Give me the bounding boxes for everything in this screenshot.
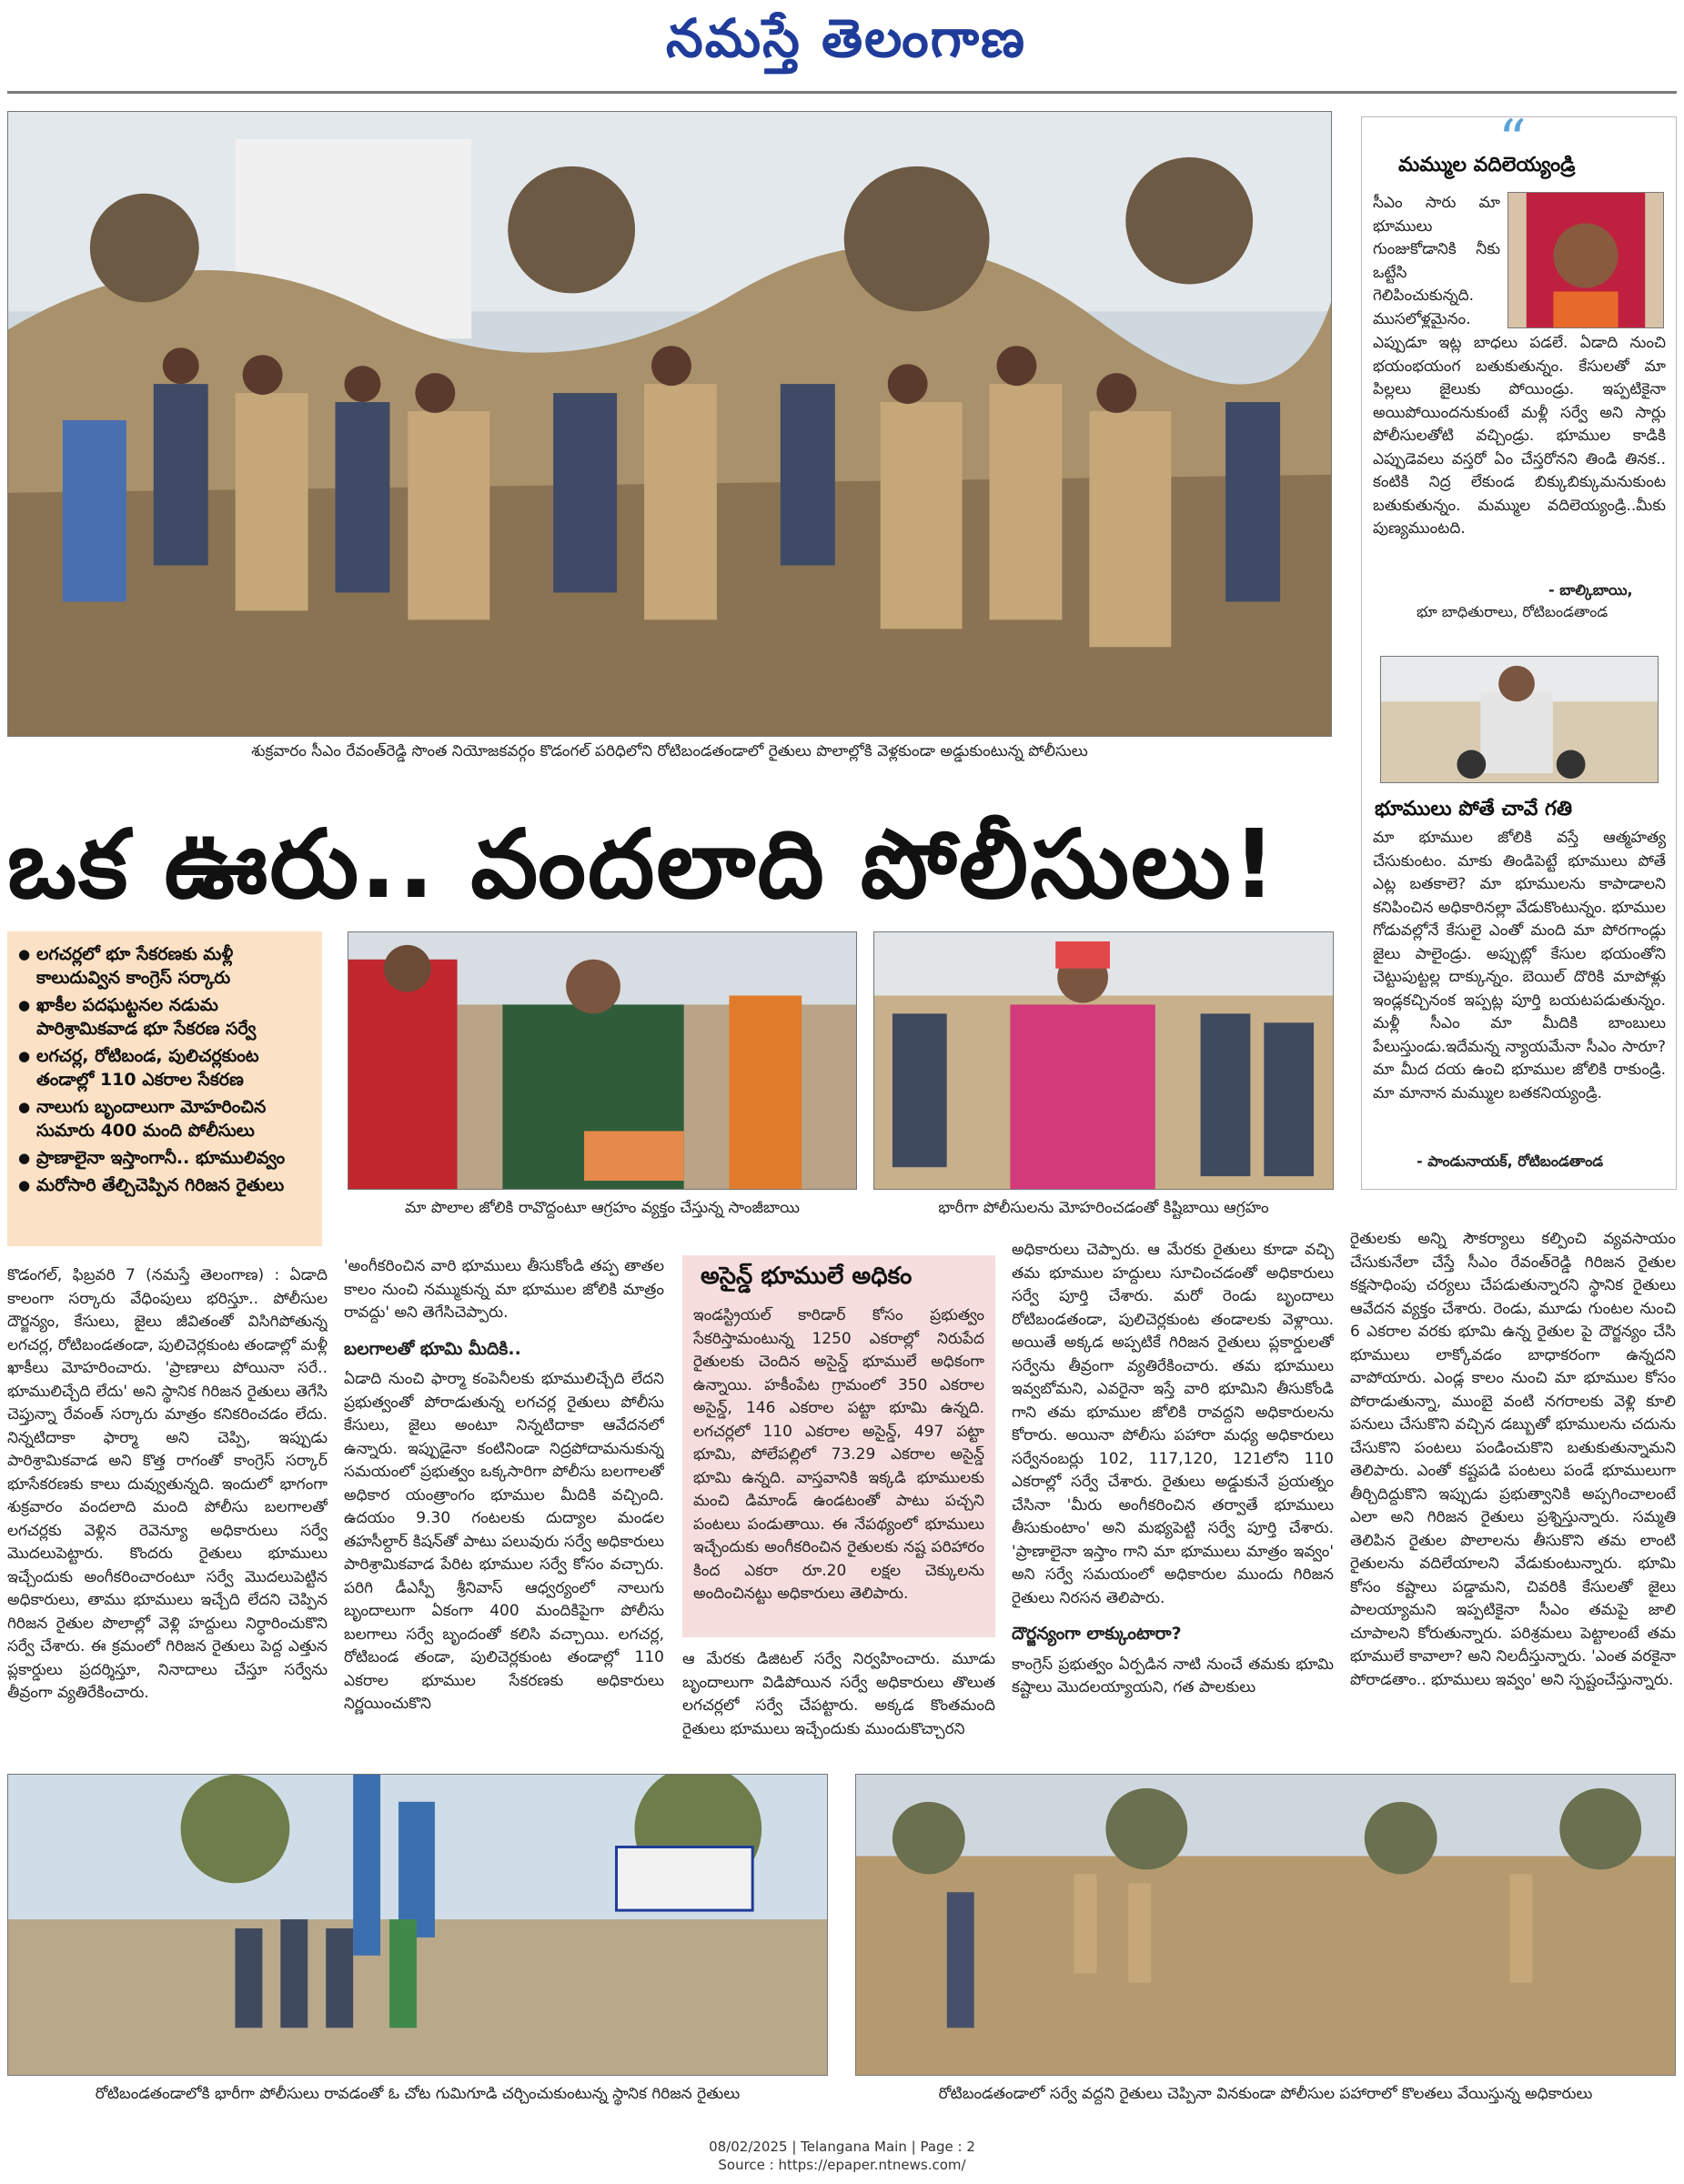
photo-kishtibai-caption: భారీగా పోలీసులను మోహరించడంతో కిష్టిబాయి ఆగ్రహం — [938, 1199, 1269, 1217]
quote2-text: మా భూముల జోలికి వస్తే ఆత్మహత్య చేసుకుంటం. మాకు తిండిపెట్టే భూములు పోతే ఎట్ల బతకాలె? మా భూములను కాపాడాలని కనిపించిన అధికారినల్లా వేడుకొంటున్నం. భూముల గోడువల్లోనే కేసులై ఎంతో మంది మా పోరగాండ్లు జైలు పాలైండ్రు. అప్పుట్లో కేసుల భయంతోని చెట్టుపుట్టల్ల దాక్కున్నం. బెయిల్‌ దొరికి మాపోళ్లు ఇండ్లకచ్చినంక ఇప్పట్ల పూర్తి బయటపడుతున్నం. మళ్లీ సీఎం మా మీదికి బాంబులు పేలుస్తుండు.ఇదేమన్న న్యాయమేనా సీఎం సారూ? మా మీద దయ ఉంచి భూముల జోలికి రాకుండ్రి. మా మానాన మమ్ముల బతకనియ్యండ్రి. — [1373, 829, 1666, 1102]
assigned-lands-box — [682, 1255, 995, 1637]
article-column-4 — [1012, 1239, 1334, 1757]
photo-pandu-nayak — [1380, 656, 1659, 783]
quote1-text-top: సీఎం సారు మా భూములు గుంజుకోడానికి నీకు ఒట్టేసి గెలిపించుకున్నది. ముసలోళ్లమైనం. — [1373, 194, 1500, 328]
highlight-item: ● నాలుగు బృందాలుగా మోహరించిన సుమారు 400 మంది పోలీసులు — [16, 1095, 313, 1142]
quote1-designation: భూ బాధితురాలు, రోటిబండతాండ — [1417, 603, 1608, 620]
article-paragraph: కొడంగల్‌, ఫిబ్రవరి 7 (నమస్తే తెలంగాణ) : ఏడాది కాలంగా సర్కారు వేధింపులు భరిస్తూ.. పోలీసుల దౌర్జన్యం, కేసులు, జైలు జీవితంతో విసిగిపోతున్న లగచర్ల, రోటిబండతండా, పులిచెర్లకుంట తండాల్లో మళ్లీ ఖాకీలు మోహరించారు. 'ప్రాణాలు పోయినా సరే.. భూములిచ్చేది లేదు' అని స్థానిక గిరిజన రైతులు తెగేసి చెప్తున్నా రేవంత్‌ సర్కారు మాత్రం కనికరించడం లేదు. నిన్నటిదాకా ఫార్మా అని చెప్పి, ఇప్పుడు పారిశ్రామికవాడ అని కొత్త రాగంతో కాంగ్రెస్‌ సర్కార్‌ భూసేకరణకు కాలు దువ్వుతున్నది. ఇందులో భాగంగా శుక్రవారం వందలాది మంది పోలీసు బలగాలతో లగచర్లకు వెళ్లిన రెవెన్యూ అధికారులు సర్వే మొదలుపెట్టారు. కొందరు రైతులు భూములు ఇచ్చేందుకు అంగీకరించారంటూ సర్వే మొదలుపెట్టిన అధికారులు, తాము భూములు ఇచ్చేది లేదని చెప్పిన గిరిజన రైతుల పొలాల్లో వెళ్లి హద్దులు నిర్ధారించుకొని సర్వే చేశారు. ఈ క్రమంలో గిరిజన రైతులు పెద్ద ఎత్తున ప్లకార్డులు ప్రదర్శిస్తూ, నినాదాలు చేస్తూ సర్వేను తీవ్రంగా వ్యతిరేకించారు. — [7, 1266, 328, 1702]
photo-sanjibai-caption: మా పొలాల జోలికి రావొద్దంటూ ఆగ్రహం వ్యక్తం చేస్తున్న సాంజీబాయి — [404, 1199, 801, 1217]
article-column-5 — [1350, 1228, 1676, 1756]
quote2-title: భూములు పోతే చావే గతి — [1375, 798, 1573, 820]
box-title: అసైన్డ్‌ భూములే అధికం — [701, 1263, 913, 1290]
article-subhead: దౌర్జన్యంగా లాక్కుంటారా? — [1012, 1624, 1182, 1644]
top-photo-police-blocking-farmers — [7, 111, 1332, 737]
footer-source: Source : https://epaper.ntnews.com/ — [718, 2157, 966, 2173]
article-paragraph: ఏడాది నుంచి ఫార్మా కంపెనీలకు భూములిచ్చేది లేదని ప్రభుత్వంతో పోరాడుతున్న లగచర్ల రైతులు పోలీసు కేసులు, జైలు అంటూ నిన్నటిదాకా ఆవేదనలో ఉన్నారు. ఇప్పుడైనా కంటినిండా నిద్రపోదామనుకున్న సమయంలో ప్రభుత్వం ఒక్కసారిగా పోలీసు బలగాలతో అధికార యంత్రాంగం భూముల మీదికి వచ్చింది. ఉదయం 9.30 గంటలకు దుద్యాల మండల తహసీల్దార్‌ కిషన్‌తో పాటు పలువురు సర్వే అధికారులు పారిశ్రామికవాడ పేరిట భూముల సర్వే కోసం వచ్చారు. పరిగి డీఎస్పీ శ్రీనివాస్‌ ఆధ్వర్యంలో నాలుగు బృందాలుగా ఏకంగా 400 మందికిపైగా పోలీసు బలగాలు సర్వే బృందంతో కలిసి వచ్చాయి. లగచర్ల, రోటిబండ తండా, పులిచెర్లకుంట తండాల్లో 110 ఎకరాల భూముల సేకరణకు అధికారులు నిర్ణయించుకొని — [344, 1370, 664, 1713]
quote-mark-icon: “ — [1498, 108, 1527, 172]
bottom-right-photo-survey-under-police — [855, 1774, 1676, 2076]
article-column-3 — [682, 1648, 995, 1757]
quotes-panel — [1361, 108, 1677, 1190]
article-paragraph: కాంగ్రెస్‌ ప్రభుత్వం ఏర్పడిన నాటి నుంచే తమకు భూమి కష్టాలు మొదలయ్యాయని, గత పాలకులు — [1012, 1655, 1334, 1696]
article-paragraph: 'అంగీకరించిన వారి భూములు తీసుకోండి తప్ప తాతల కాలం నుంచి నమ్ముకున్న మా భూముల జోలికి మాత్రం రావద్దు' అని తెగేసిచెప్పారు. — [344, 1257, 664, 1322]
footer-date-edition: 08/02/2025 | Telangana Main | Page : 2 — [709, 2139, 975, 2155]
photo-sanjibai-protest — [348, 931, 857, 1190]
bottom-left-caption: రోటిబండతండాలోకి భారీగా పోలీసులు రావడంతో ఓ చోట గుమిగూడి చర్చించుకుంటున్న స్థానిక గిరిజన రైతులు — [95, 2085, 741, 2103]
highlight-item: ● లగచర్ల, రోటిబండ, పులిచర్లకుంట తండాల్లో 110 ఎకరాల సేకరణ — [16, 1044, 313, 1092]
quote1-signature: - బాల్కిబాయి, — [1548, 581, 1633, 599]
highlights-box — [7, 931, 322, 1246]
highlight-item: ● ఖాకీల పదఘట్టనల నడుమ పారిశ్రామికవాడ భూ సేకరణ సర్వే — [16, 993, 313, 1041]
article-column-1 — [7, 1264, 328, 1756]
bottom-right-caption: రోటిబండతండాలో సర్వే వద్దని రైతులు చెప్పినా వినకుండా పోలీసుల పహారాలో కొలతలు వేయిస్తున్న అధికారులు — [938, 2085, 1593, 2103]
bottom-left-photo-farmers-gathering — [7, 1774, 828, 2076]
article-paragraph: రైతులకు అన్ని సౌకర్యాలు కల్పించి వ్యవసాయం చేసుకునేలా చేస్తే సీఎం రేవంత్‌రెడ్డి గిరిజన రైతుల కక్షసాధింపు చర్యలు చేపడుతున్నారని స్థానిక రైతులు ఆవేదన వ్యక్తం చేశారు. రెండు, మూడు గుంటల నుంచి 6 ఎకరాల వరకు భూమి ఉన్న రైతుల పై దౌర్జన్యం చేసి భూములు లాక్కోవడం బాధాకరంగా ఉన్నదని వాపోయారు. ఎండ్ల కాలం నుంచి మా భూముల కోసం పోరాడుతున్నా, ముంబై వంటి నగరాలకు వెళ్లి కూలి పనులు చేసుకొని వచ్చిన డబ్బుతో భూములను చదును చేసుకొని పంటలు పండించుకొని బతుకుతున్నామని తెలిపారు. ఎంతో కష్టపడి పంటలు పండే భూములుగా తీర్చిదిద్దుకొని ఇప్పుడు ప్రభుత్వానికి అప్పగించాలంటే ఎలా అని గిరిజన రైతులు ప్రశ్నిస్తున్నారు. సమ్మతి తెలిపిన రైతుల పొలాలను తీసుకొని తమ లాంటి రైతులను వదిలేయాలని వేడుకుంటున్నారు. భూమి కోసం కష్టాలు పడ్డామని, చివరికి కేసులతో జైలు పాలయ్యామని ఇప్పటికైనా సీఎం తమపై జాలి చూపాలని కోరుతున్నారు. పరిశ్రమలు పెట్టాలంటే తమ భూములే కావాలా? అని నిలదీస్తున్నారు. 'ఎంత వరకైనా పోరాడతాం.. భూములు ఇవ్వం' అని స్పష్టంచేస్తున్నారు. — [1350, 1230, 1676, 1689]
article-paragraph: అధికారులు చెప్పారు. ఆ మేరకు రైతులు కూడా వచ్చి తమ భూముల హద్దులు సూచించడంతో అధికారులు సర్వే పూర్తి చేశారు. మరో రెండు బృందాలు రోటిబండతండా, పులిచెర్లకుంట తండాలకు వెళ్లాయి. అయితే అక్కడ అప్పటికే గిరిజన రైతులు ప్లకార్డులతో సర్వేను తీవ్రంగా వ్యతిరేకించారు. తమ భూములు ఇవ్వబోమని, ఎవరైనా ఇస్తే వారి భూమిని తీసుకోండి గాని తమ భూముల జోలికి రావద్దని అధికారులను కోరారు. అయినా పోలీసు పహారా మధ్య అధికారులు సర్వేనంబర్లు 102, 117,120, 121లోని 110 ఎకరాల్లో సర్వే చేశారు. రైతులు అడ్డుకునే ప్రయత్నం చేసినా 'మీరు అంగీకరించిన తర్వాతే భూములు తీసుకుంటాం' అని మభ్యపెట్టి సర్వే పూర్తి చేశారు. 'ప్రాణాలైనా ఇస్తాం గాని మా భూములు మాత్రం ఇవ్వం' అని సర్వే సమయంలో అధికారుల ముందు గిరిజన రైతులు నిరసన తెలిపారు. — [1012, 1241, 1334, 1607]
article-column-2 — [344, 1255, 664, 1756]
highlight-item: ● లగచర్లలో భూ సేకరణకు మళ్లీ కాలుదువ్విన కాంగ్రెస్‌ సర్కారు — [16, 942, 313, 990]
article-paragraph: ఆ మేరకు డిజిటల్‌ సర్వే నిర్వహించారు. మూడు బృందాలుగా విడిపోయిన సర్వే అధికారులు తొలుత లగచర్లలో సర్వే చేపట్టారు. అక్కడ కొంతమంది రైతులు భూములు ఇచ్చేందుకు ముందుకొచ్చారని — [682, 1650, 995, 1738]
box-text: ఇండస్ట్రియల్‌ కారిడార్‌ కోసం ప్రభుత్వం సేకరిస్తామంటున్న 1250 ఎకరాల్లో నిరుపేద రైతులకు చెందిన అసైన్డ్‌ భూములే అధికంగా ఉన్నాయి. హకీంపేట గ్రామంలో 350 ఎకరాల అసైన్డ్‌, 146 ఎకరాల పట్టా భూమి ఉన్నది. లగచర్లలో 110 ఎకరాల అసైన్డ్‌, 497 పట్టా భూమి, పోలేపల్లిలో 73.29 ఎకరాల అసైన్డ్‌ భూమి ఉన్నది. వాస్తవానికి ఇక్కడి భూములకు మంచి డిమాండ్‌ ఉండటంతో పాటు పచ్చని పంటలు పండుతాయి. ఈ నేపథ్యంలో భూములు ఇచ్చేందుకు అంగీకరించిన రైతులకు నష్ట పరిహారం కింద ఎకరా రూ.20 లక్షల చెక్కులను అందించినట్టు అధికారులు తెలిపారు. — [693, 1306, 984, 1603]
top-photo-caption: శుక్రవారం సీఎం రేవంత్‌రెడ్డి సొంత నియోజకవర్గం కొడంగల్‌ పరిధిలోని రోటిబండతండాలో రైతులు పొలాల్లోకి వెళ్లకుండా అడ్డుకుంటున్న పోలీసులు — [251, 742, 1088, 760]
quote1-title: మమ్ముల వదిలెయ్యండ్రి — [1398, 154, 1576, 176]
page-headline: ఒక ఊరు.. వందలాది పోలీసులు! — [7, 809, 1278, 920]
highlight-item: ● మరోసారి తేల్చిచెప్పిన గిరిజన రైతులు — [16, 1173, 313, 1197]
quote2-signature: - పాండునాయక్‌, రోటిబండతాండ — [1417, 1152, 1604, 1170]
masthead — [0, 0, 1684, 91]
newspaper-logo: నమస్తే తెలంగాణ — [666, 7, 1026, 69]
photo-kishtibai-protest — [873, 931, 1334, 1190]
article-subhead: బలగాలతో భూమి మీదికి.. — [344, 1338, 521, 1359]
page-footer — [0, 2138, 1684, 2174]
highlight-item: ● ప్రాణాలైనా ఇస్తాంగానీ.. భూములివ్వం — [16, 1146, 313, 1170]
quote1-text: ఎప్పుడూ ఇట్ల బాధలు పడలే. ఏడాది నుంచి భయంభయంగ బతుకుతున్నం. కేసులతో మా పిల్లలు జైలుకు పోయిండ్రు. ఇప్పటికైనా అయిపోయిందనుకుంటే మళ్లీ సర్వే అని సార్లు పోలీసులతోటి వచ్చిండ్రు. భూముల కాడికి ఎప్పుడెవలు వస్తరో ఏం చేస్తరోనని తిండి తినక.. కంటికి నిద్ర లేకుండ బిక్కుబిక్కుమనుకుంట బతుకుతున్నం. మమ్ముల వదిలెయ్యండ్రి..మీకు పుణ్యముంటది. — [1373, 334, 1666, 538]
masthead-rule — [7, 91, 1677, 94]
photo-balkibai — [1508, 192, 1664, 328]
